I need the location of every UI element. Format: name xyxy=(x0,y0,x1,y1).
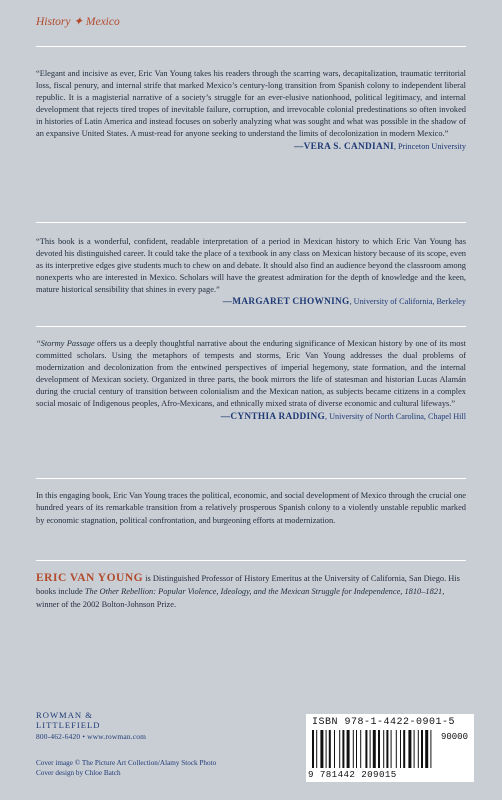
category-label: History ✦ Mexico xyxy=(36,16,120,28)
blurb-2-attribution xyxy=(36,296,466,308)
cover-credits xyxy=(36,759,216,779)
blurb-3-affiliation: , University of North Carolina, Chapel Hill xyxy=(325,411,466,421)
publisher-contact: 800-462-6420 • www.rowman.com xyxy=(36,732,147,741)
blurb-1-text: “Elegant and incisive as ever, Eric Van Young takes his readers through the scarring wars, decapitalization, traumatic territorial loss, fiscal penury, and internal strife that marked Mexico’s century-long transition from Spanish colony to independent liberal republic. It is a magisterial narrative of a society’s struggle for an ever-elusive nationhood, political legitimacy, and internal development that rejects tired tropes of inevitable failure, corruption, and irrevocable colonial predestinations so often invoked in histories of Latin America and instead focuses on soberly analyzing what was sought and what was possible in the shadow of an expansive United States. A must-read for anyone seeking to understand the limits of decolonization in modern Mexico.” xyxy=(36,69,466,139)
author-name: ERIC VAN YOUNG xyxy=(36,572,144,584)
blurb-3-text: offers us a deeply thoughtful narrative about the enduring significance of Mexican history by one of its most committed scholars. Using the metaphors of tempests and storms, Eric Van Young addresses the dual problems of modernization and decolonization from the entwined perspectives of imperial hegemony, state formation, and the internal development of Mexican society. Organized in three parts, the book mirrors the life of statesman and historian Lucas Alamán during the crucial century of transition between colonialism and the Mexican nation, as subjects became citizens in a complex social mosaic of Indigenous peoples, Afro-Mexicans, and ethnically mixed strata of diverse economic and cultural lifeways.” xyxy=(36,339,466,409)
top-divider xyxy=(36,46,466,47)
author-book-title: The Other Rebellion: Popular Violence, Ideology, and the Mexican Struggle for Independence, 1810–1821 xyxy=(84,586,443,596)
author-bio xyxy=(36,572,466,611)
book-description: In this engaging book, Eric Van Young traces the political, economic, and social development of Mexico through the crucial one hundred years of its remarkable transition from a relatively prosperous Spanish colony to a violently unstable republic marked by economic stagnation, political confrontation, and burgeoning efforts at modernization. xyxy=(36,491,466,525)
divider-1 xyxy=(36,222,466,223)
cover-design-credit: Cover design by Chloe Batch xyxy=(36,768,121,777)
blurb-3-attribution xyxy=(36,411,466,423)
blurb-2-text: “This book is a wonderful, confident, readable interpretation of a period in Mexican history to which Eric Van Young has devoted his distinguished career. It could take the place of a textbook in any class on Mexican history because of its scope, even as its interpretive edges give students much to chew on and debate. It should also find an audience beyond the classroom among nonexperts who are interested in Mexico. Scholars will have the greatest admiration for the depth of knowledge and the keen, mature historical sensibility that shines in every page.” xyxy=(36,237,466,295)
barcode-digits: 9 781442 209015 xyxy=(308,769,397,780)
blurb-3-name: —CYNTHIA RADDING xyxy=(220,411,326,422)
blurb-3 xyxy=(36,338,466,423)
blurb-1-affiliation: , Princeton University xyxy=(393,141,466,151)
blurb-1-name: —VERA S. CANDIANI xyxy=(294,141,394,152)
blurb-2-affiliation: , University of California, Berkeley xyxy=(349,297,466,307)
blurb-1 xyxy=(36,68,466,153)
divider-4 xyxy=(36,560,466,561)
isbn-text: ISBN 978-1-4422-0901-5 xyxy=(312,717,456,728)
author-bio-1: is Distinguished Professor of History Emeritus at the University of California, San Diego. His books include xyxy=(36,574,460,596)
cover-image-credit: Cover image © The Picture Art Collection/Alamy Stock Photo xyxy=(36,759,217,767)
publisher-name-line2: LITTLEFIELD xyxy=(36,720,101,730)
divider-3 xyxy=(36,478,466,479)
divider-2 xyxy=(36,326,466,327)
publisher-name-line1: ROWMAN & xyxy=(36,710,93,720)
blurb-2 xyxy=(36,236,466,309)
blurb-2-name: —MARGARET CHOWNING xyxy=(222,297,350,308)
blurb-1-attribution xyxy=(36,141,466,153)
author-bio-2: , winner of the 2002 Bolton-Johnson Prize. xyxy=(36,586,445,609)
publisher-block xyxy=(36,710,146,742)
blurb-3-title: “Stormy Passage xyxy=(36,339,95,348)
barcode-icon xyxy=(312,730,468,770)
barcode-panel xyxy=(306,714,474,782)
price-code: 90000 xyxy=(440,732,468,742)
